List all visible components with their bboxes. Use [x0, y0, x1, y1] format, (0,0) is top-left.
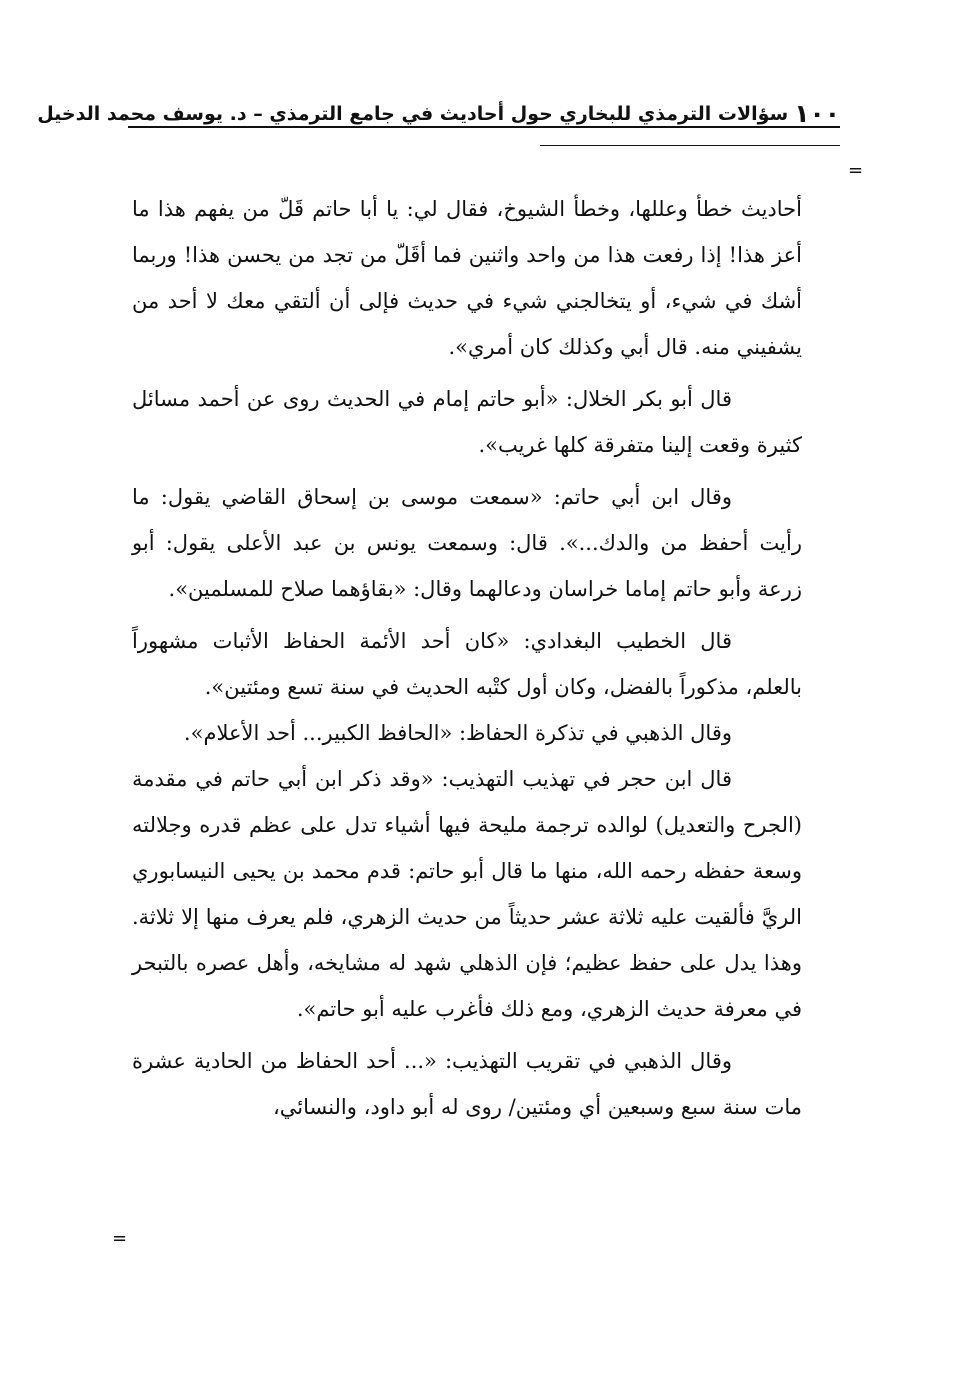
- paragraph-6: قال ابن حجر في تهذيب التهذيب: «وقد ذكر ابن أبي حاتم في مقدمة (الجرح والتعديل) لوالده ترجمة مليحة فيها أشياء تدل على عظم قدره وجلالته وسعة حفظه رحمه الله، منها ما قال أبو حاتم: قدم محمد بن يحيى النيسابوري الريَّ فألقيت عليه ثلاثة عشر حديثاً من حديث الزهري، فلم يعرف منها إلا ثلاثة. وهذا يدل على حفظ عظيم؛ فإن الذهلي شهد له مشايخه، وأهل عصره بالتبحر في معرفة حديث الزهري، ومع ذلك فأغرب عليه أبو حاتم».: [132, 767, 802, 1021]
- paragraph-1: أحاديث خطأ وعللها، وخطأ الشيوخ، فقال لي: يا أبا حاتم قَلّ من يفهم هذا ما أعز هذا! إذا رفعت هذا من واحد واثنين فما أقَلّ من تجد من يحسن هذا! وربما أشك في شيء، أو يتخالجني شيء في حديث فإلى أن ألتقي معك لا أحد من يشفيني منه. قال أبي وكذلك كان أمري».: [132, 197, 802, 359]
- header-rule-short: [540, 145, 840, 146]
- continuation-mark-bottom: =: [112, 1228, 128, 1249]
- page-number: ١٠٠: [794, 99, 840, 128]
- paragraph-2: قال أبو بكر الخلال: «أبو حاتم إمام في الحديث روى عن أحمد مسائل كثيرة وقعت إلينا متفرقة كلها غريب».: [132, 387, 802, 457]
- page-header: [37, 86, 840, 128]
- header-rule: [128, 126, 840, 128]
- paragraph-3: وقال ابن أبي حاتم: «سمعت موسى بن إسحاق القاضي يقول: ما رأيت أحفظ من والدك...». قال: وسمعت يونس بن عبد الأعلى يقول: أبو زرعة وأبو حاتم إماما خراسان ودعالهما وقال: «بقاؤهما صلاح للمسلمين».: [132, 485, 802, 601]
- paragraph-7: وقال الذهبي في تقريب التهذيب: «... أحد الحفاظ من الحادية عشرة مات سنة سبع وسبعين أي ومئتين/ روى له أبو داود، والنسائي،: [132, 1049, 802, 1119]
- running-title: سؤالات الترمذي للبخاري حول أحاديث في جامع الترمذي – د. يوسف محمد الدخيل: [37, 103, 789, 125]
- continuation-mark-top: =: [848, 160, 864, 181]
- paragraph-5: وقال الذهبي في تذكرة الحفاظ: «الحافظ الكبير... أحد الأعلام».: [183, 721, 732, 745]
- paragraph-4: قال الخطيب البغدادي: «كان أحد الأئمة الحفاظ الأثبات مشهوراً بالعلم، مذكوراً بالفضل، وكان أول كتْبه الحديث في سنة تسع ومئتين».: [132, 629, 802, 699]
- body-text: [132, 186, 802, 1130]
